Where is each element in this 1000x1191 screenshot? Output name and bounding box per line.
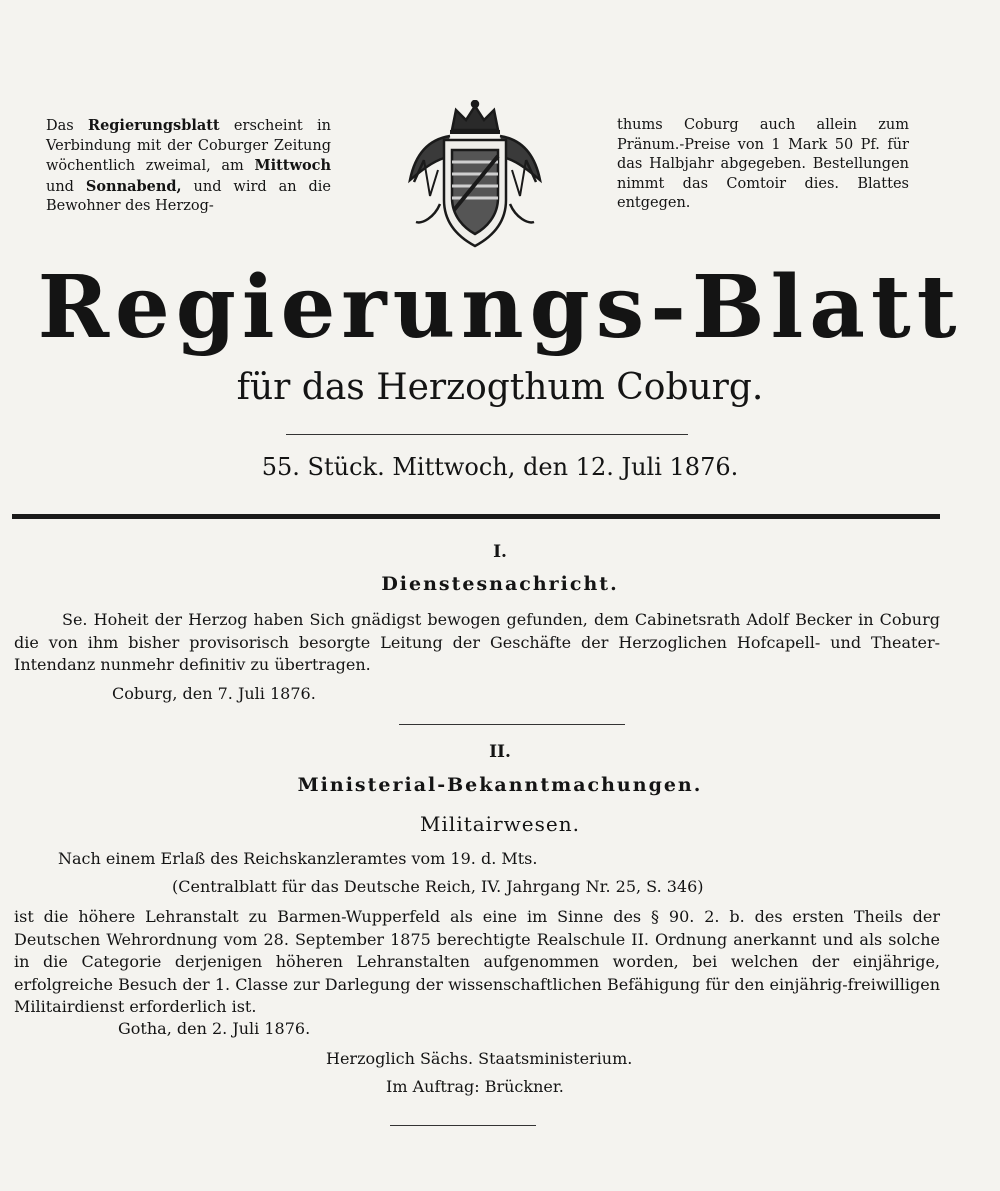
- section-body: ist die höhere Lehranstalt zu Barmen-Wupperfeld als eine im Sinne des § 90. 2. b. des ersten Theils der Deutschen Wehrordnung vom 28. September 1875 berechtigte Realschule II. Ordnung anerkannt und als solche in die Categorie derjenigen höheren Lehranstalten aufgenommen worden, bei welchen der einjährige, erfolgreiche Besuch der 1. Classe zur Darlegung der wissenschaftlichen Befähigung für den einjährig-freiwilligen Militairdienst erforderlich ist.: [14, 907, 940, 1016]
- divider: [390, 1125, 536, 1126]
- notice-bold-text: Regierungsblatt: [88, 117, 220, 134]
- subscription-notice-right: [617, 116, 909, 214]
- notice-bold-text: Mittwoch: [254, 157, 331, 175]
- masthead-title: Regierungs-Blatt: [37, 257, 963, 358]
- place-date: Gotha, den 2. Juli 1876.: [118, 1019, 311, 1038]
- subscription-notice-left: [46, 116, 331, 217]
- section-heading: Dienstesnachricht.: [381, 573, 619, 595]
- section-number: II.: [489, 742, 511, 762]
- masthead-subtitle: für das Herzogthum Coburg.: [236, 367, 764, 408]
- notice-text: Das: [46, 118, 89, 134]
- decree-reference: (Centralblatt für das Deutsche Reich, IV. Jahrgang Nr. 25, S. 346): [172, 877, 704, 896]
- signature-organisation: Herzoglich Sächs. Staatsministerium.: [326, 1049, 633, 1068]
- divider-thick: [12, 514, 940, 519]
- notice-text: erscheint in Verbindung mit der Coburger Zeitung wöchentlich zweimal, am: [46, 118, 331, 175]
- signature-name: Im Auftrag: Brückner.: [386, 1077, 564, 1096]
- section-number: I.: [493, 542, 507, 562]
- decree-intro: Nach einem Erlaß des Reichskanzleramtes vom 19. d. Mts.: [58, 849, 538, 868]
- coat-of-arms-icon: [404, 100, 546, 250]
- place-date: Coburg, den 7. Juli 1876.: [112, 684, 316, 703]
- notice-text: und wird an die Bewohner des Herzog-: [46, 178, 331, 215]
- notice-text: thums Coburg auch allein zum Pränum.-Preise von 1 Mark 50 Pf. für das Halbjahr abgegeben. Bestellungen nimmt das Comtoir dies. Blattes entgegen.: [617, 117, 909, 212]
- section-subheading: Militairwesen.: [420, 812, 580, 836]
- notice-bold-text: Sonnabend,: [85, 177, 182, 195]
- section-body: Se. Hoheit der Herzog haben Sich gnädigst bewogen gefunden, dem Cabinetsrath Adolf Becker in Coburg die von ihm bisher provisorisch besorgte Leitung der Geschäfte der Herzoglichen Hofcapell- und Theater-Intendanz nunmehr definitiv zu übertragen.: [14, 610, 940, 674]
- notice-text: und: [46, 178, 86, 195]
- divider: [286, 434, 688, 435]
- section-heading: Ministerial-Bekanntmachungen.: [297, 774, 703, 796]
- issue-line: 55. Stück. Mittwoch, den 12. Juli 1876.: [261, 453, 739, 481]
- divider: [399, 724, 625, 725]
